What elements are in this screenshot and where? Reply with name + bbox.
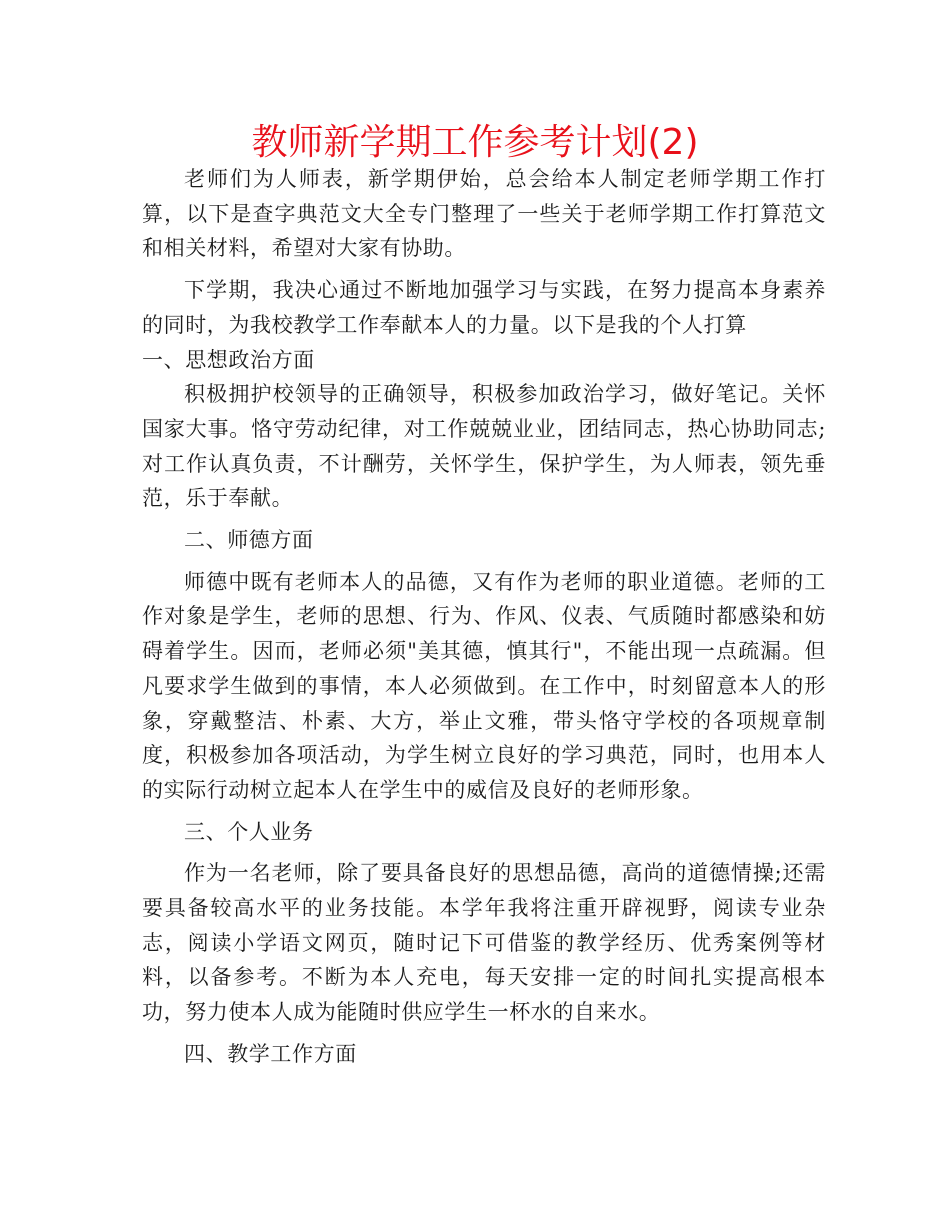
business-paragraph: 作为一名老师，除了要具备良好的思想品德，高尚的道德情操;还需要具备较高水平的业务技能。本学年我将注重开辟视野，阅读专业杂志，阅读小学语文网页，随时记下可借鉴的教学经历、优秀案例等材料，以备参考。不断为本人充电，每天安排一定的时间扎实提高根本功，努力使本人成为能随时供应学生一杯水的自来水。: [142, 861, 826, 1025]
section-heading-business: 三、个人业务: [184, 819, 314, 844]
document-title: 教师新学期工作参考计划(2): [251, 122, 699, 163]
section-heading-ethics: 二、师德方面: [184, 528, 314, 553]
intro-paragraph: 老师们为人师表，新学期伊始，总会给本人制定老师学期工作打算，以下是查字典范文大全专门整理了一些关于老师学期工作打算范文和相关材料，希望对大家有协助。: [142, 167, 826, 261]
section-heading-political: 一、思想政治方面: [142, 347, 315, 372]
political-paragraph: 积极拥护校领导的正确领导，积极参加政治学习，做好笔记。关怀国家大事。恪守劳动纪律，对工作兢兢业业，团结同志，热心协助同志;对工作认真负责，不计酬劳，关怀学生，保护学生，为人师表，领先垂范，乐于奉献。: [142, 382, 826, 511]
ethics-paragraph: 师德中既有老师本人的品德，又有作为老师的职业道德。老师的工作对象是学生，老师的思想、行为、作风、仪表、气质随时都感染和妨碍着学生。因而，老师必须"美其德，慎其行"，不能出现一点疏漏。但凡要求学生做到的事情，本人必须做到。在工作中，时刻留意本人的形象，穿戴整洁、朴素、大方，举止文雅，带头恪守学校的各项规章制度，积极参加各项活动，为学生树立良好的学习典范，同时，也用本人的实际行动树立起本人在学生中的威信及良好的老师形象。: [142, 569, 826, 802]
plan-paragraph: 下学期，我决心通过不断地加强学习与实践，在努力提高本身素养的同时，为我校教学工作奉献本人的力量。以下是我的个人打算: [142, 278, 826, 337]
document-body: [142, 162, 826, 1072]
section-heading-teaching: 四、教学工作方面: [184, 1041, 357, 1066]
